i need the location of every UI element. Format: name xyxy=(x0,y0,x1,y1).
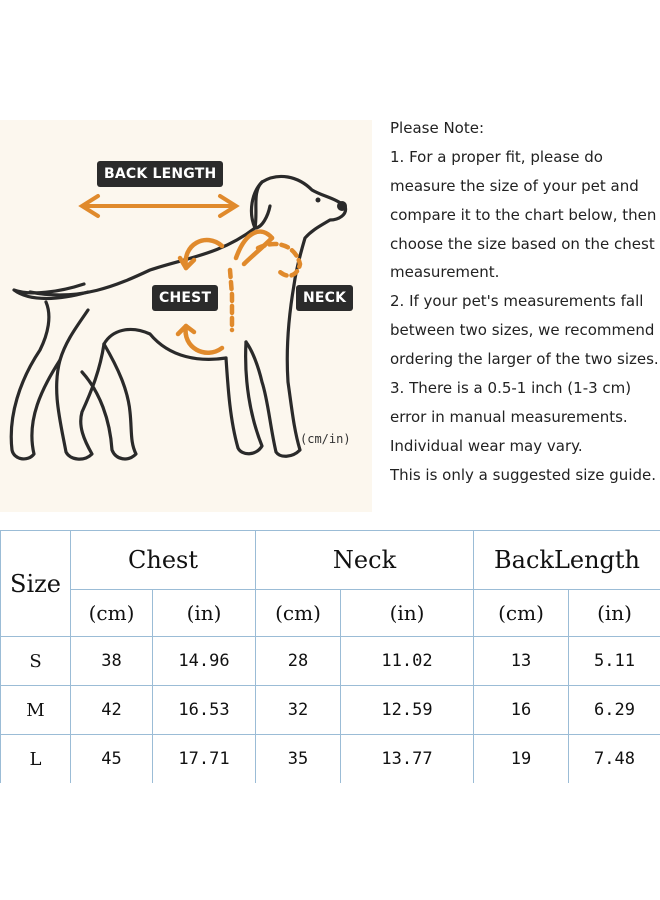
notes-line: 1. For a proper fit, please do xyxy=(390,147,603,166)
notes-line: measure the size of your pet and xyxy=(390,176,639,195)
fit-notes xyxy=(390,114,660,490)
table-row xyxy=(1,637,660,686)
table-cell: 32 xyxy=(256,686,341,735)
size-cell: M xyxy=(1,686,71,735)
size-cell: S xyxy=(1,637,71,686)
unit-header: (cm) xyxy=(474,590,569,637)
notes-line: compare it to the chart below, then xyxy=(390,205,657,224)
notes-line: This is only a suggested size guide. xyxy=(390,465,657,484)
notes-line: error in manual measurements. xyxy=(390,407,628,426)
size-cell: L xyxy=(1,735,71,784)
unit-label: (cm/in) xyxy=(300,432,351,446)
table-cell: 12.59 xyxy=(341,686,474,735)
unit-header: (cm) xyxy=(71,590,153,637)
chest-group-header: Chest xyxy=(71,531,256,590)
table-cell: 6.29 xyxy=(569,686,660,735)
table-header-row xyxy=(1,531,660,590)
size-chart-table xyxy=(0,530,660,783)
notes-line: choose the size based on the chest xyxy=(390,234,655,253)
table-cell: 11.02 xyxy=(341,637,474,686)
neck-group-header: Neck xyxy=(256,531,474,590)
notes-line: 3. There is a 0.5-1 inch (1-3 cm) xyxy=(390,379,632,398)
table-cell: 14.96 xyxy=(153,637,256,686)
chest-label: CHEST xyxy=(152,285,218,311)
neck-label: NECK xyxy=(296,285,353,311)
unit-header: (in) xyxy=(153,590,256,637)
back-length-arrow xyxy=(82,196,236,216)
table-cell: 7.48 xyxy=(569,735,660,784)
notes-heading: Please Note: xyxy=(390,119,485,137)
table-cell: 17.71 xyxy=(153,735,256,784)
notes-line: ordering the larger of the two sizes. xyxy=(390,350,659,369)
notes-line: measurement. xyxy=(390,263,500,282)
table-row xyxy=(1,686,660,735)
dog-outline xyxy=(11,176,347,459)
table-cell: 13.77 xyxy=(341,735,474,784)
table-cell: 5.11 xyxy=(569,637,660,686)
back-length-label: BACK LENGTH xyxy=(97,161,223,187)
table-cell: 45 xyxy=(71,735,153,784)
table-row xyxy=(1,735,660,784)
table-cell: 13 xyxy=(474,637,569,686)
size-column-header: Size xyxy=(1,531,71,637)
table-cell: 28 xyxy=(256,637,341,686)
notes-line: between two sizes, we recommend xyxy=(390,321,655,340)
unit-header: (cm) xyxy=(256,590,341,637)
neck-measure-loop xyxy=(236,232,300,276)
table-cell: 16 xyxy=(474,686,569,735)
table-cell: 19 xyxy=(474,735,569,784)
measurement-illustration xyxy=(0,120,372,512)
table-cell: 42 xyxy=(71,686,153,735)
notes-line: 2. If your pet's measurements fall xyxy=(390,292,644,311)
unit-header: (in) xyxy=(341,590,474,637)
table-cell: 38 xyxy=(71,637,153,686)
unit-header: (in) xyxy=(569,590,660,637)
notes-line: Individual wear may vary. xyxy=(390,436,583,455)
table-cell: 35 xyxy=(256,735,341,784)
table-cell: 16.53 xyxy=(153,686,256,735)
back-length-group-header: BackLength xyxy=(474,531,660,590)
table-unit-row xyxy=(1,590,660,637)
